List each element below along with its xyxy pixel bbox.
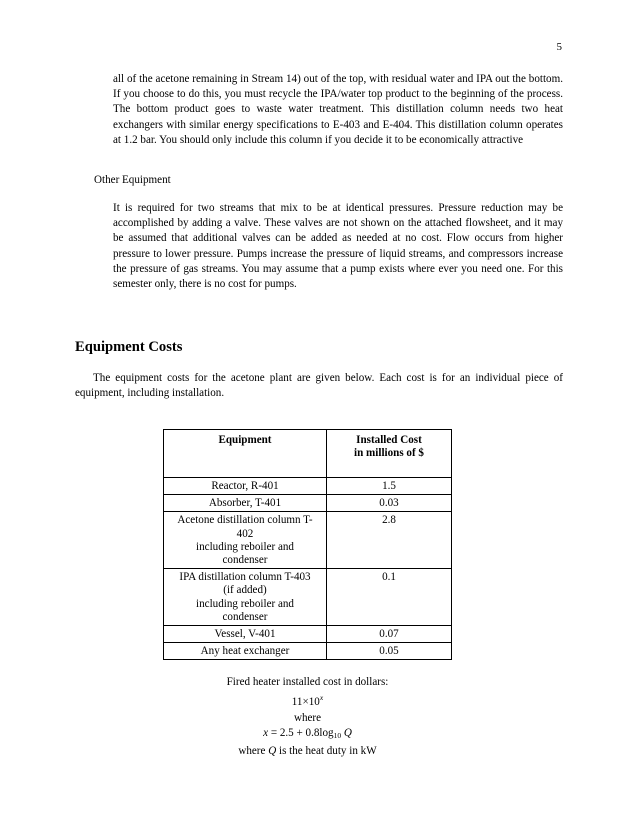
other-equipment-paragraph: It is required for two streams that mix to be at identical pressures. Pressure reduction may be accomplished by adding a valve. These valves are not shown on the attached flowsheet, and it may be assumed that additional valves can be added as needed at no cost. Flow occurs from higher pressure to lower pressure. Pumps increase the pressure of liquid streams, and compressors increase the pressure of gas streams. You may assume that a pump exists where ever you need one. For this semester only, there is no cost for pumps. — [113, 202, 563, 291]
page-number: 5 — [556, 41, 562, 53]
formula-title: Fired heater installed cost in dollars: — [226, 676, 389, 688]
fired-heater-formula — [163, 675, 452, 759]
equipment-cell: Reactor, R-401 — [164, 478, 327, 495]
table-row — [164, 495, 452, 512]
formula-where: where — [293, 711, 322, 724]
formula-x-definition: $x = 2.5 + 0.8\log_{10}$ Q — [263, 727, 352, 741]
formula-expression: $11\times 10^x$ — [291, 693, 324, 709]
equipment-cost-table — [163, 429, 452, 660]
cost-cell: 1.5 — [327, 478, 452, 495]
equipment-cell: Acetone distillation column T- 402 including reboiler and condenser — [164, 512, 327, 569]
equipment-cell: Vessel, V-401 — [164, 626, 327, 643]
cost-column-header: Installed Cost in millions of $ — [327, 430, 452, 478]
cost-cell: 0.03 — [327, 495, 452, 512]
cost-cell: 2.8 — [327, 512, 452, 569]
table-row — [164, 512, 452, 569]
cost-cell: 0.05 — [327, 643, 452, 660]
equipment-cell: Any heat exchanger — [164, 643, 327, 660]
distillation-paragraph: all of the acetone remaining in Stream 14) out of the top, with residual water and IPA out the bottom. If you choose to do this, you must recycle the IPA/water top product to the beginning of the process. The bottom product goes to waste water treatment. This distillation column needs two heat exchangers with similar energy specifications to E-403 and E-404. This distillation column operates at 1.2 bar. You should only include this column if you decide it to be economically attractive — [113, 73, 563, 146]
table-row — [164, 569, 452, 626]
table-row — [164, 478, 452, 495]
formula-q-definition: where Q is the heat duty in kW — [238, 744, 377, 757]
equipment-cell: IPA distillation column T-403 (if added) including reboiler and condenser — [164, 569, 327, 626]
section-heading: Equipment Costs — [75, 339, 183, 355]
table-header-row — [164, 430, 452, 478]
cost-cell: 0.1 — [327, 569, 452, 626]
intro-paragraph: The equipment costs for the acetone plant are given below. Each cost is for an individual piece of equipment, including installation. — [75, 372, 563, 400]
equipment-cell: Absorber, T-401 — [164, 495, 327, 512]
other-equipment-label: Other Equipment — [94, 174, 171, 186]
table-row — [164, 643, 452, 660]
equipment-column-header: Equipment — [164, 430, 327, 478]
cost-cell: 0.07 — [327, 626, 452, 643]
table-row — [164, 626, 452, 643]
